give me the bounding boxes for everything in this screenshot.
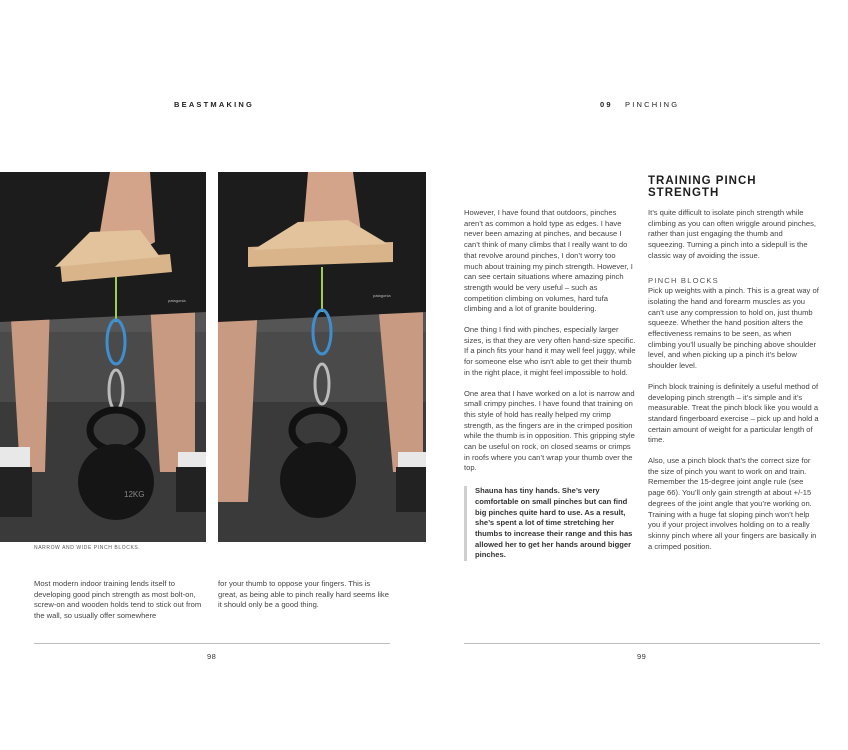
intro-paragraph: It’s quite difficult to isolate pinch strength while climbing as you can often wriggle around pinches, rather than just engaging the thumb and squeezing. Turning a pinch into a sidepull is the classic way of avoiding the issue.: [648, 208, 817, 260]
running-head-book-title: BEASTMAKING: [174, 100, 255, 109]
chapter-title: PINCHING: [625, 100, 680, 109]
left-body-column-2: [218, 579, 390, 621]
shorts-logo: patagonia: [373, 293, 391, 298]
pull-quote: Shauna has tiny hands. She’s very comfortable on small pinches but can find big pinches quite hard to use. As a result, she’s spent a lot of time stretching her thumbs to increase their range and this has allowed her to get her hands around bigger pinches.: [464, 486, 636, 561]
paragraph: for your thumb to oppose your fingers. This is great, as being able to pinch really hard seems like it should only be a good thing.: [218, 579, 389, 610]
right-footer-rule: [464, 643, 820, 644]
photo-narrow-pinch-block: [218, 172, 426, 542]
paragraph: Also, use a pinch block that’s the correct size for the size of pinch you want to work on and train. Remember the 15-degree joint angle rule (see page 66). You’ll only gain strength at about +/-15 degrees of the joint angle that you’re working on. Training with a huge fat sloping pinch won’t help you if your project involves holding on to a really skinny pinch where all your fingers are basically in a crimped position.: [648, 456, 817, 551]
shorts-logo: patagonia: [168, 298, 186, 303]
page-number-left: 98: [207, 652, 217, 661]
paragraph: Pick up weights with a pinch. This is a great way of isolating the hand and forearm muscles as you can’t use any compression to hold on, just thumb squeeze. Whether the hand position alters the effectiveness remains to be seen, as when climbing you’ll usually be pinching above shoulder level, and when picking up a pinch it’s below shoulder level.: [648, 286, 819, 371]
subheading-pinch-blocks: PINCH BLOCKS: [648, 275, 719, 285]
paragraph: Pinch block training is definitely a useful method of developing pinch strength – it’s simple and it’s measurable. Treat the pinch block like you would a standard fingerboard exercise – pick up and hold a certain amount of weight for a particular length of time.: [648, 381, 819, 445]
photo-caption: NARROW AND WIDE PINCH BLOCKS.: [34, 545, 141, 551]
paragraph: Most modern indoor training lends itself to developing good pinch strength as most bolt-on, screw-on and wooden holds tend to stick out from the wall, so usually offer somewhere: [34, 579, 202, 621]
right-body-column-1: [464, 208, 636, 561]
page-number-right: 99: [637, 652, 647, 661]
paragraph: One area that I have worked on a lot is narrow and small crimpy pinches. I have found that training on this style of hold has really helped my crimp strength, as the fingers are in the crimped position while the thumb is in opposition. This gripping style can be useful on rock, on closed seams or crimps in roofs where you can’t wrap your thumb over the top.: [464, 388, 635, 473]
photo-wide-pinch-block: [0, 172, 206, 542]
paragraph: One thing I find with pinches, especially larger sizes, is that they are very often hand-size specific. If a pinch fits your hand it may well feel juggy, while for someone else who isn’t able to get their thumb in the right place, it might feel impossible to hold.: [464, 325, 636, 377]
running-head-chapter: [600, 100, 679, 109]
paragraph: However, I have found that outdoors, pinches aren’t as common a hold type as edges. I have never been amazing at pinches, and because I can’t think of many climbs that I really want to do that revolve around pinches, I don’t worry too much about training my pinch strength. However, I can see certain situations where amazing pinch strength would be very useful – such as competition climbing on volumes, hard tufa climbing and a lot of granite bouldering.: [464, 208, 633, 314]
section-heading: TRAINING PINCH STRENGTH: [648, 175, 757, 199]
left-footer-rule: [34, 643, 390, 644]
right-body-column-2: [648, 208, 820, 562]
left-body-column-1: [34, 579, 206, 632]
chapter-number: 09: [600, 100, 613, 109]
kettlebell-weight-label: 12KG: [124, 490, 145, 499]
